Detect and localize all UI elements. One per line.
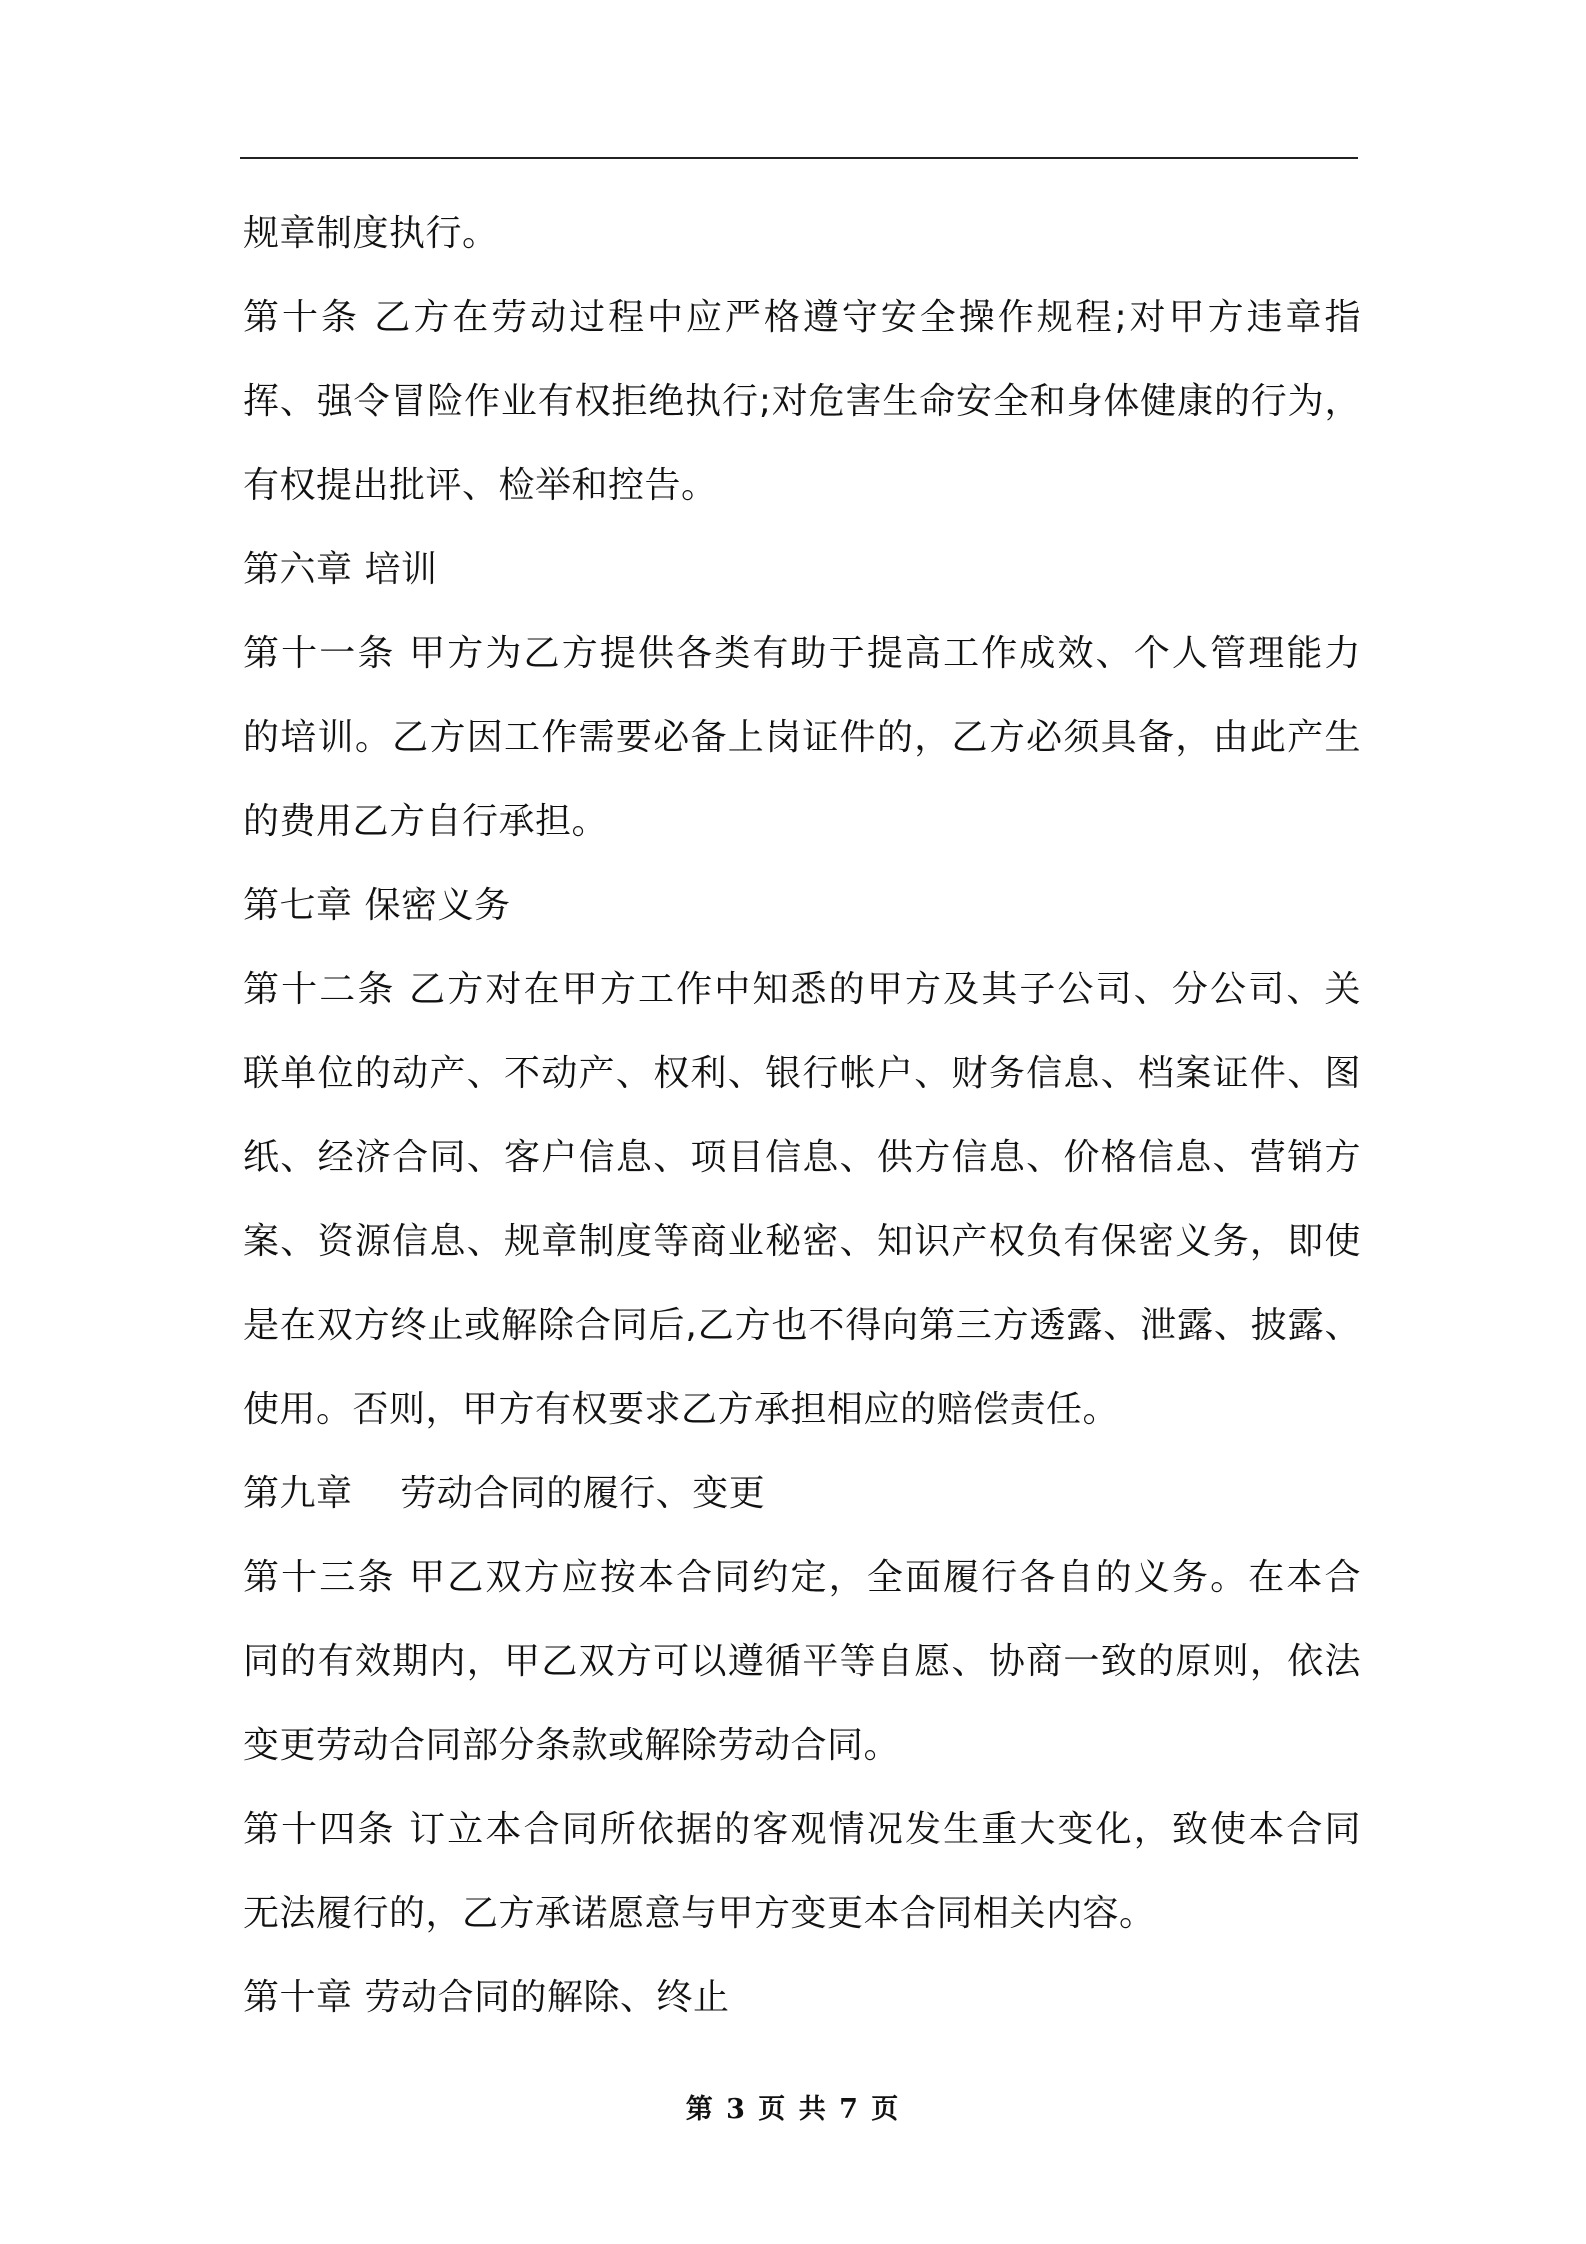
text-line: 案、资源信息、规章制度等商业秘密、知识产权负有保密义务，即使: [243, 1221, 1361, 1262]
chapter-heading: 第七章 保密义务: [243, 885, 511, 926]
document-body: [243, 192, 1361, 2040]
text-line: 挥、强令冒险作业有权拒绝执行;对危害生命安全和身体健康的行为，: [243, 381, 1361, 422]
text-line: 第十条 乙方在劳动过程中应严格遵守安全操作规程;对甲方违章指: [243, 297, 1361, 338]
text-line: 第十二条 乙方对在甲方工作中知悉的甲方及其子公司、分公司、关: [243, 969, 1361, 1010]
text-line: 的培训。乙方因工作需要必备上岗证件的，乙方必须具备，由此产生: [243, 717, 1361, 758]
chapter-heading: 第九章 劳动合同的履行、变更: [243, 1473, 766, 1514]
text-line: 使用。否则，甲方有权要求乙方承担相应的赔偿责任。: [243, 1389, 1120, 1430]
chapter-heading: 第六章 培训: [243, 549, 438, 590]
page-number: 第 3 页 共 7 页: [685, 2094, 901, 2125]
text-line: 的费用乙方自行承担。: [243, 801, 609, 842]
text-line: 同的有效期内，甲乙双方可以遵循平等自愿、协商一致的原则，依法: [243, 1641, 1361, 1682]
text-line: 联单位的动产、不动产、权利、银行帐户、财务信息、档案证件、图: [243, 1053, 1361, 1094]
page-footer: [0, 2087, 1586, 2126]
text-line: 有权提出批评、检举和控告。: [243, 465, 718, 506]
chapter-heading: 第十章 劳动合同的解除、终止: [243, 1977, 730, 2018]
text-line: 是在双方终止或解除合同后,乙方也不得向第三方透露、泄露、披露、: [243, 1305, 1361, 1346]
text-line: 第十一条 甲方为乙方提供各类有助于提高工作成效、个人管理能力: [243, 633, 1361, 674]
text-line: 纸、经济合同、客户信息、项目信息、供方信息、价格信息、营销方: [243, 1137, 1361, 1178]
text-line: 规章制度执行。: [243, 213, 499, 254]
text-line: 第十四条 订立本合同所依据的客观情况发生重大变化，致使本合同: [243, 1809, 1361, 1850]
header-rule: [240, 157, 1358, 159]
text-line: 变更劳动合同部分条款或解除劳动合同。: [243, 1725, 901, 1766]
text-line: 无法履行的，乙方承诺愿意与甲方变更本合同相关内容。: [243, 1893, 1156, 1934]
text-line: 第十三条 甲乙双方应按本合同约定，全面履行各自的义务。在本合: [243, 1557, 1361, 1598]
